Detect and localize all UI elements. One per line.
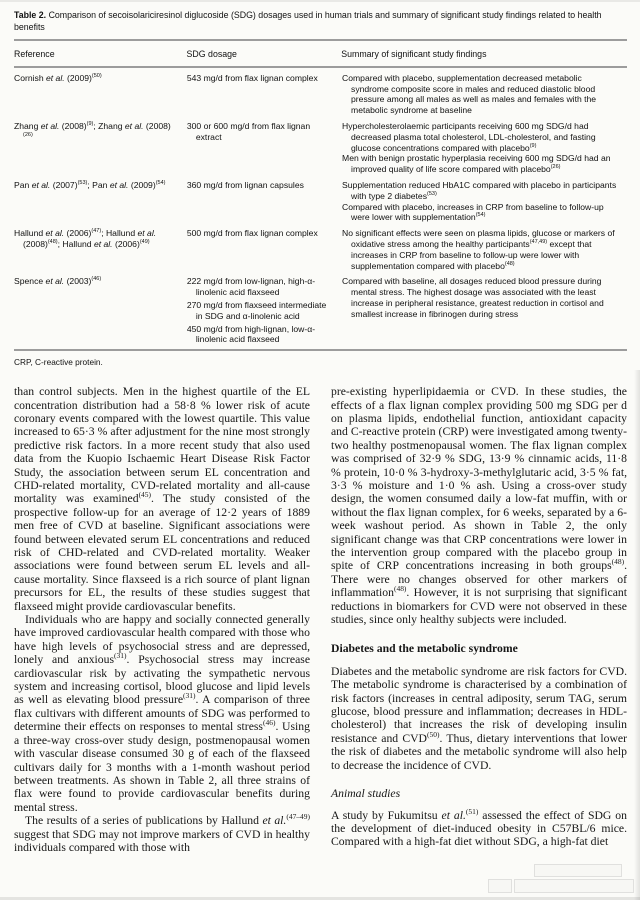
findings-cell: No significant effects were seen on plasma lipids, glucose or markers of oxidative stress among the healthy participants$^{(47,49)}$ except that increases in CRP from baseline to follow-up were lower with supplementation compared with placebo$^{(48)}$ [342,228,615,271]
findings-cell: Supplementation reduced HbA1C compared with placebo in participants with type 2 diabetes$^{(53)}$ Compared with placebo, increases in CRP from baseline to follow-up were lower with supplementation$^{(54)}$ [342,179,617,223]
table-caption-label: Table 2. [14,10,47,20]
scan-edge [0,0,640,2]
table-2-block [14,7,627,367]
scan-edge [634,370,640,900]
table-footnote: CRP, C-reactive protein. [14,357,103,368]
table-caption [14,7,627,33]
table-caption-text: Comparison of secoisolariciresinol diglucoside (SDG) dosages used in human trials and summary of significant study findings related to health benefits [14,10,602,32]
table-row [14,117,627,176]
table-rule-bottom [14,349,627,351]
findings-cell: Compared with baseline, all dosages reduced blood pressure during mental stress. The highest dosage was associated with the least increase in peripheral resistance, greatest reduction in cortisol and smallest increase in fibrinogen during stress [342,276,604,319]
table-row [14,224,627,272]
column-header: Reference [14,49,55,59]
body-paragraph: Individuals who are happy and socially connected generally have improved cardiovascular health compared with those who have high levels of psychosocial stress and are depressed, lonely and anxious$^{(31)}$. Psychosocial stress may increase cardiovascular risk by activating the sympathetic nervous system and increasing cortisol, blood glucose and lipid levels as well as elevating blood pressure$^{(31)}$. A comparison of three flax cultivars with different amounts of SDG was performed to determine their effects on responses to mental stress$^{(46)}$. Using a three-way cross-over study design, postmenopausal women with vascular disease consumed 30 g of each of the flaxseed cultivars daily for 3 months with a 1-month washout period between treatments. As shown in Table 2, all three strains of flax were found to provide cardiovascular benefits during mental stress. [14,613,311,814]
reference-cell: Spence et al. $(2003)^{(46)}$ [14,276,102,287]
dosage-cell: 300 or 600 mg/d from flax lignan extract [186,120,311,142]
dosage-cell: 222 mg/d from low-lignan, high-α-linolenic acid flaxseed 270 mg/d from flaxseed intermediate in SDG and α-linolenic acid 450 mg/d from high-lignan, low-α-linolenic acid flaxseed [186,276,327,345]
section-heading: Diabetes and the metabolic syndrome [331,642,518,656]
reference-cell: Cornish et al. $(2009)^{(50)}$ [14,72,102,83]
body-paragraph: than control subjects. Men in the highest quartile of the EL concentration distribution had a 58·8 % lower risk of acute coronary events compared with the lowest quartile. This value increased to 65·3 % after adjustment for the nine most strongly predictive risk factors. In a more recent study that also used data from the Kuopio Ischaemic Heart Disease Risk Factor Study, the association between serum EL concentration and CHD-related mortality, CVD-related mortality and all-cause mortality was examined$^{(45)}$. The study consisted of the prospective follow-up for an average of 12·2 years of 1889 men free of CVD at baseline. Significant associations were found between elevated serum EL concentrations and reduced risk of CHD-related and CVD-related mortality. Weaker associations were found between serum EL levels and all-cause mortality. Since flaxseed is a rich source of plant lignan precursors for EL, the results of these studies suggest that flaxseed might provide cardiovascular benefits. [14,385,310,613]
reference-cell: Hallund et al. $(2006)^{(47)}$; Hallund et al. $(2008)^{(48)}$; Hallund et al. $(2006)^{(49)}$ [14,228,157,249]
subsection-heading: Animal studies [331,787,401,801]
table-row [14,176,627,224]
text-column-right [331,385,627,854]
column-header: SDG dosage [186,49,237,59]
column-header: Summary of significant study findings [341,49,487,59]
table-row [14,272,627,346]
sdg-dosage-table-body [14,68,627,346]
reference-cell: Zhang et al. $(2008)^{(9)}$; Zhang et al. $(2008)^{(26)}$ [14,120,171,138]
reference-cell: Pan et al. $(2007)^{(53)}$; Pan et al. $(2009)^{(54)}$ [14,179,166,190]
sdg-dosage-table [14,41,627,66]
dosage-cell: 360 mg/d from lignan capsules [186,179,304,190]
dosage-cell: 500 mg/d from flax lignan complex [186,228,318,239]
body-paragraph: Diabetes and the metabolic syndrome are risk factors for CVD. The metabolic syndrome is characterised by a combination of risk factors (increases in central adiposity, serum TAG, serum glucose, blood pressure and inflammation; decreases in HDL-cholesterol) that increases the risk of developing insulin resistance and CVD$^{(50)}$. Thus, dietary interventions that lower the risk of diabetes and the metabolic syndrome will also help to decrease the incidence of CVD. [331,664,627,772]
dosage-cell: 543 mg/d from flax lignan complex [186,72,318,83]
table-row [14,68,627,117]
body-paragraph: The results of a series of publications by Hallund et al.$^{(47-49)}$ suggest that SDG may not improve markers of CVD in healthy individuals compared with those with [14,812,310,854]
findings-cell: Hypercholesterolaemic participants receiving 600 mg SDG/d had decreased plasma total cholesterol, LDL-cholesterol, and fasting glucose concentrations compared with placebo$^{(9)}$ Men with benign prostatic hyperplasia receiving 600 mg SDG/d had an improved quality of life score compared with placebo$^{(26)}$ [342,120,611,175]
findings-cell: Compared with placebo, supplementation decreased metabolic syndrome composite score in males and reduced diastolic blood pressure among all males as well as males and females with the metabolic syndrome at baseline [342,72,597,116]
text-column-left [14,385,310,854]
table-header-row [14,41,627,66]
body-text [14,385,627,854]
body-paragraph: A study by Fukumitsu et al.$^{(51)}$ assessed the effect of SDG on the development of diet-induced obesity in C57BL/6 mice. Compared with a high-fat diet without SDG, a high-fat diet [331,806,627,849]
body-paragraph: pre-existing hyperlipidaemia or CVD. In these studies, the effects of a flax lignan complex providing 500 mg SDG per d on plasma lipids, endothelial function, antioxidant capacity and C-reactive protein (CRP) were investigated among twenty-two healthy postmenopausal women. The flax lignan complex was comprised of 32·9 % SDG, 13·9 % cinnamic acids, 11·8 % protein, 10·0 % 3-hydroxy-3-methylglutaric acid, 3·5 % fat, 3·3 % moisture and 1·0 % ash. Using a cross-over study design, the women consumed daily a low-fat muffin, with or without the flax lignan complex, for 6 weeks, separated by a 6-week washout period. As shown in Table 2, the only significant change was that CRP concentrations were lower in the intervention group compared with the placebo group in spite of CRP concentrations increasing in both groups$^{(48)}$. There were no changes observed for other markers of inflammation$^{(48)}$. However, it is not surprising that significant reductions in biomarkers for CVD were not observed in these studies, since only healthy subjects were included. [331,385,627,627]
